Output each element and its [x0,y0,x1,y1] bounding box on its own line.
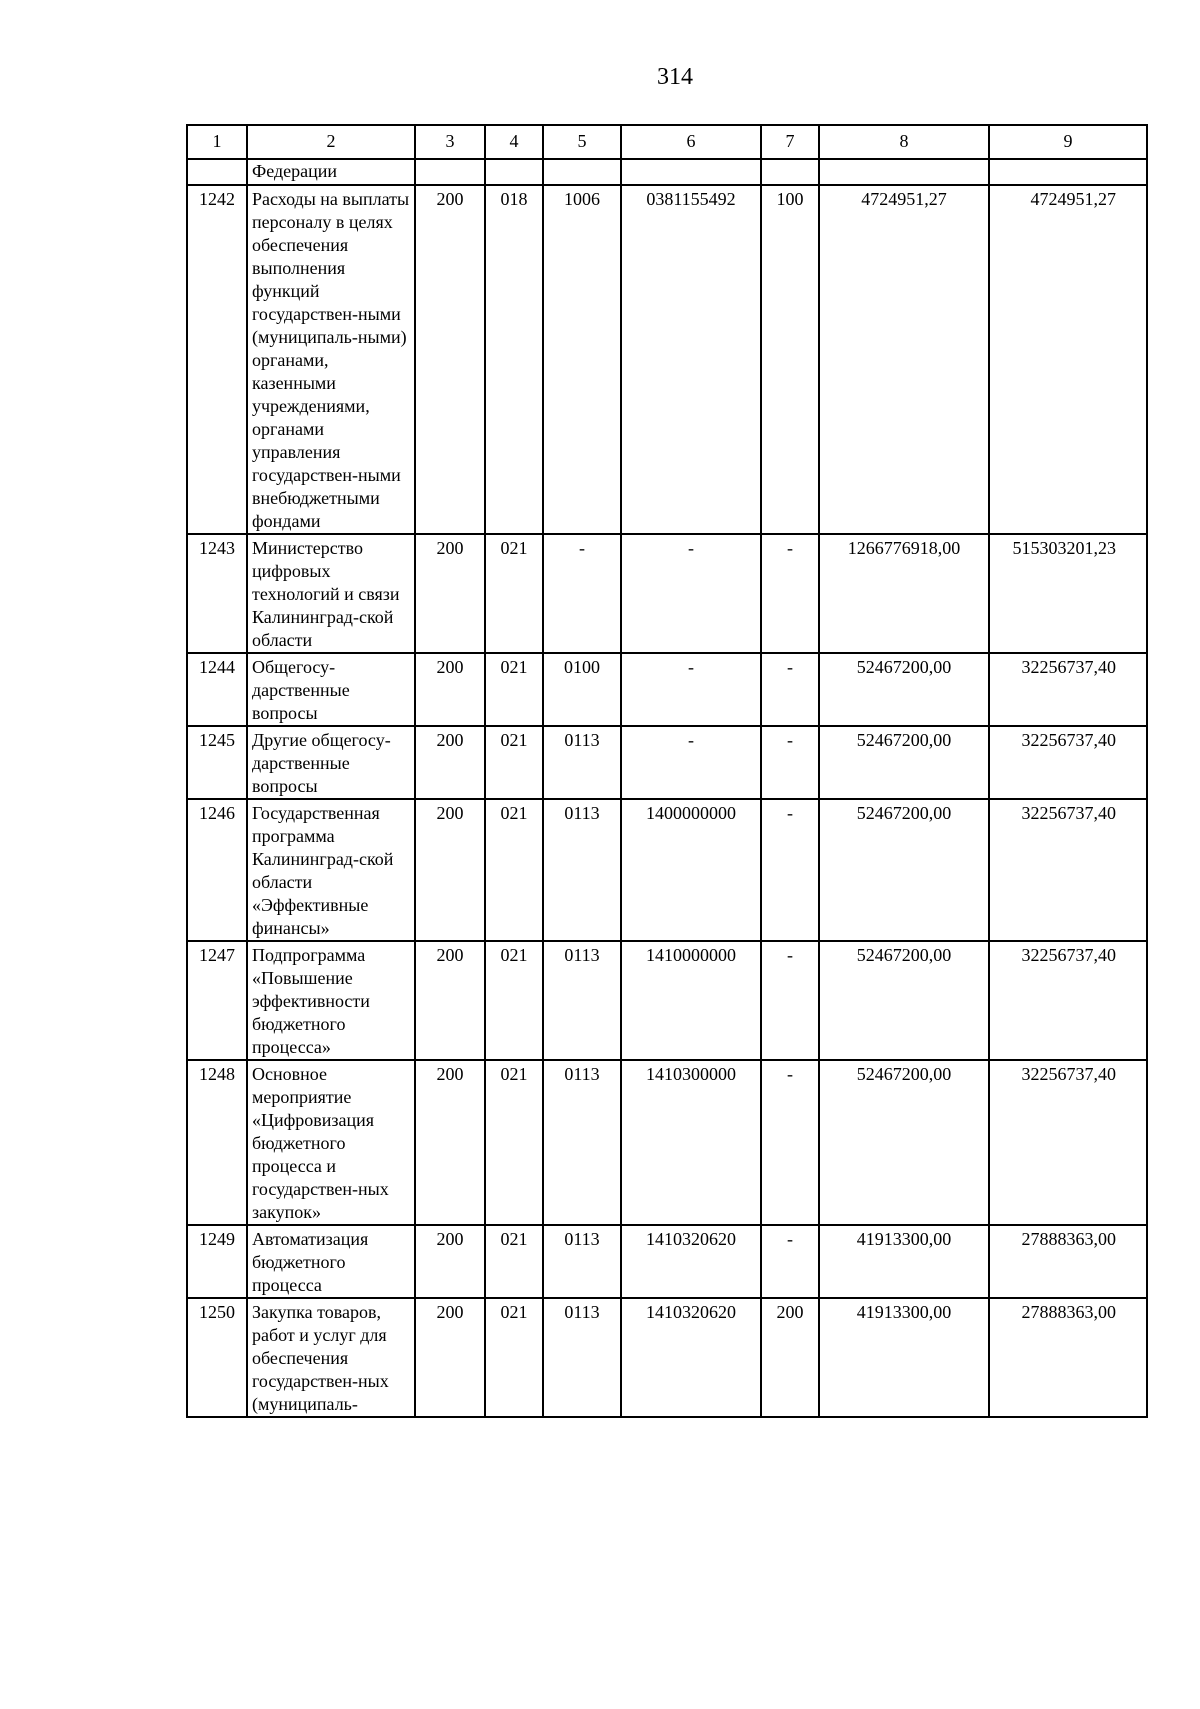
row-number: 1249 [187,1225,247,1298]
header-cell: 7 [761,125,819,159]
code-grbs: 200 [415,185,485,534]
code-section: 0113 [543,799,621,941]
amount-planned: 1266776918,00 [819,534,989,653]
amount-planned: 52467200,00 [819,1060,989,1225]
row-name: Другие общегосу-дарственные вопросы [247,726,415,799]
code-section: 1006 [543,185,621,534]
amount-planned: 41913300,00 [819,1298,989,1417]
table-row [187,1060,1147,1225]
budget-table [186,124,1148,1418]
row-name: Расходы на выплаты персоналу в целях обеспечения выполнения функций государствен-ными (муниципаль-ными) органами, казенными учреждениями, органами управления государствен-ными внебюджетными фондами [247,185,415,534]
code-section: 0100 [543,653,621,726]
amount-actual: 27888363,00 [989,1298,1147,1417]
empty-cell [989,159,1147,185]
header-cell: 8 [819,125,989,159]
code-section: - [543,534,621,653]
code-target: 1410320620 [621,1298,761,1417]
row-number: 1242 [187,185,247,534]
row-name: Общегосу-дарственные вопросы [247,653,415,726]
table-row [187,799,1147,941]
header-cell: 2 [247,125,415,159]
header-cell: 3 [415,125,485,159]
code-grbs: 200 [415,534,485,653]
code-grbs: 200 [415,1225,485,1298]
code-target: 1410300000 [621,1060,761,1225]
empty-cell [819,159,989,185]
amount-actual: 515303201,23 [989,534,1147,653]
amount-actual: 4724951,27 [989,185,1147,534]
code-section: 0113 [543,941,621,1060]
row-name: Подпрограмма «Повышение эффективности бюджетного процесса» [247,941,415,1060]
code-expense-type: 200 [761,1298,819,1417]
header-cell: 9 [989,125,1147,159]
table-row [187,941,1147,1060]
code-expense-type: - [761,941,819,1060]
code-target: - [621,653,761,726]
code-ved: 021 [485,534,543,653]
code-section: 0113 [543,1225,621,1298]
table-row [187,534,1147,653]
row-name: Государственная программа Калининград-ской области «Эффективные финансы» [247,799,415,941]
code-expense-type: - [761,1060,819,1225]
code-expense-type: 100 [761,185,819,534]
amount-actual: 27888363,00 [989,1225,1147,1298]
code-grbs: 200 [415,1060,485,1225]
row-number: 1244 [187,653,247,726]
continuation-row [187,159,1147,185]
code-grbs: 200 [415,653,485,726]
row-number: 1250 [187,1298,247,1417]
amount-actual: 32256737,40 [989,941,1147,1060]
row-name: Основное мероприятие «Цифровизация бюджетного процесса и государствен-ных закупок» [247,1060,415,1225]
code-ved: 021 [485,799,543,941]
page-number: 314 [657,64,693,90]
code-ved: 021 [485,1060,543,1225]
row-number: 1243 [187,534,247,653]
row-number: 1245 [187,726,247,799]
code-grbs: 200 [415,799,485,941]
code-ved: 021 [485,653,543,726]
table-row [187,1298,1147,1417]
amount-actual: 32256737,40 [989,726,1147,799]
table-row [187,726,1147,799]
code-ved: 021 [485,1225,543,1298]
code-grbs: 200 [415,1298,485,1417]
code-expense-type: - [761,1225,819,1298]
table-row [187,185,1147,534]
row-name: Автоматизация бюджетного процесса [247,1225,415,1298]
code-grbs: 200 [415,726,485,799]
amount-planned: 52467200,00 [819,941,989,1060]
amount-actual: 32256737,40 [989,1060,1147,1225]
empty-cell [621,159,761,185]
code-target: 1400000000 [621,799,761,941]
table-header-row [187,125,1147,159]
header-cell: 6 [621,125,761,159]
code-grbs: 200 [415,941,485,1060]
code-expense-type: - [761,799,819,941]
empty-cell [187,159,247,185]
row-number: 1248 [187,1060,247,1225]
amount-actual: 32256737,40 [989,653,1147,726]
table-row [187,1225,1147,1298]
code-ved: 021 [485,941,543,1060]
header-cell: 1 [187,125,247,159]
code-section: 0113 [543,726,621,799]
code-expense-type: - [761,653,819,726]
amount-planned: 41913300,00 [819,1225,989,1298]
amount-planned: 52467200,00 [819,653,989,726]
empty-cell [415,159,485,185]
amount-planned: 52467200,00 [819,726,989,799]
code-target: 1410000000 [621,941,761,1060]
code-target: - [621,726,761,799]
code-ved: 021 [485,1298,543,1417]
code-target: 0381155492 [621,185,761,534]
table-row [187,653,1147,726]
empty-cell [485,159,543,185]
code-section: 0113 [543,1298,621,1417]
header-cell: 5 [543,125,621,159]
code-ved: 018 [485,185,543,534]
amount-actual: 32256737,40 [989,799,1147,941]
code-ved: 021 [485,726,543,799]
row-name: Министерство цифровых технологий и связи Калининград-ской области [247,534,415,653]
amount-planned: 4724951,27 [819,185,989,534]
header-cell: 4 [485,125,543,159]
row-name: Закупка товаров, работ и услуг для обеспечения государствен-ных (муниципаль- [247,1298,415,1417]
empty-cell [543,159,621,185]
continuation-text: Федерации [247,159,415,185]
code-target: 1410320620 [621,1225,761,1298]
empty-cell [761,159,819,185]
code-target: - [621,534,761,653]
row-number: 1247 [187,941,247,1060]
code-expense-type: - [761,534,819,653]
amount-planned: 52467200,00 [819,799,989,941]
row-number: 1246 [187,799,247,941]
code-expense-type: - [761,726,819,799]
code-section: 0113 [543,1060,621,1225]
